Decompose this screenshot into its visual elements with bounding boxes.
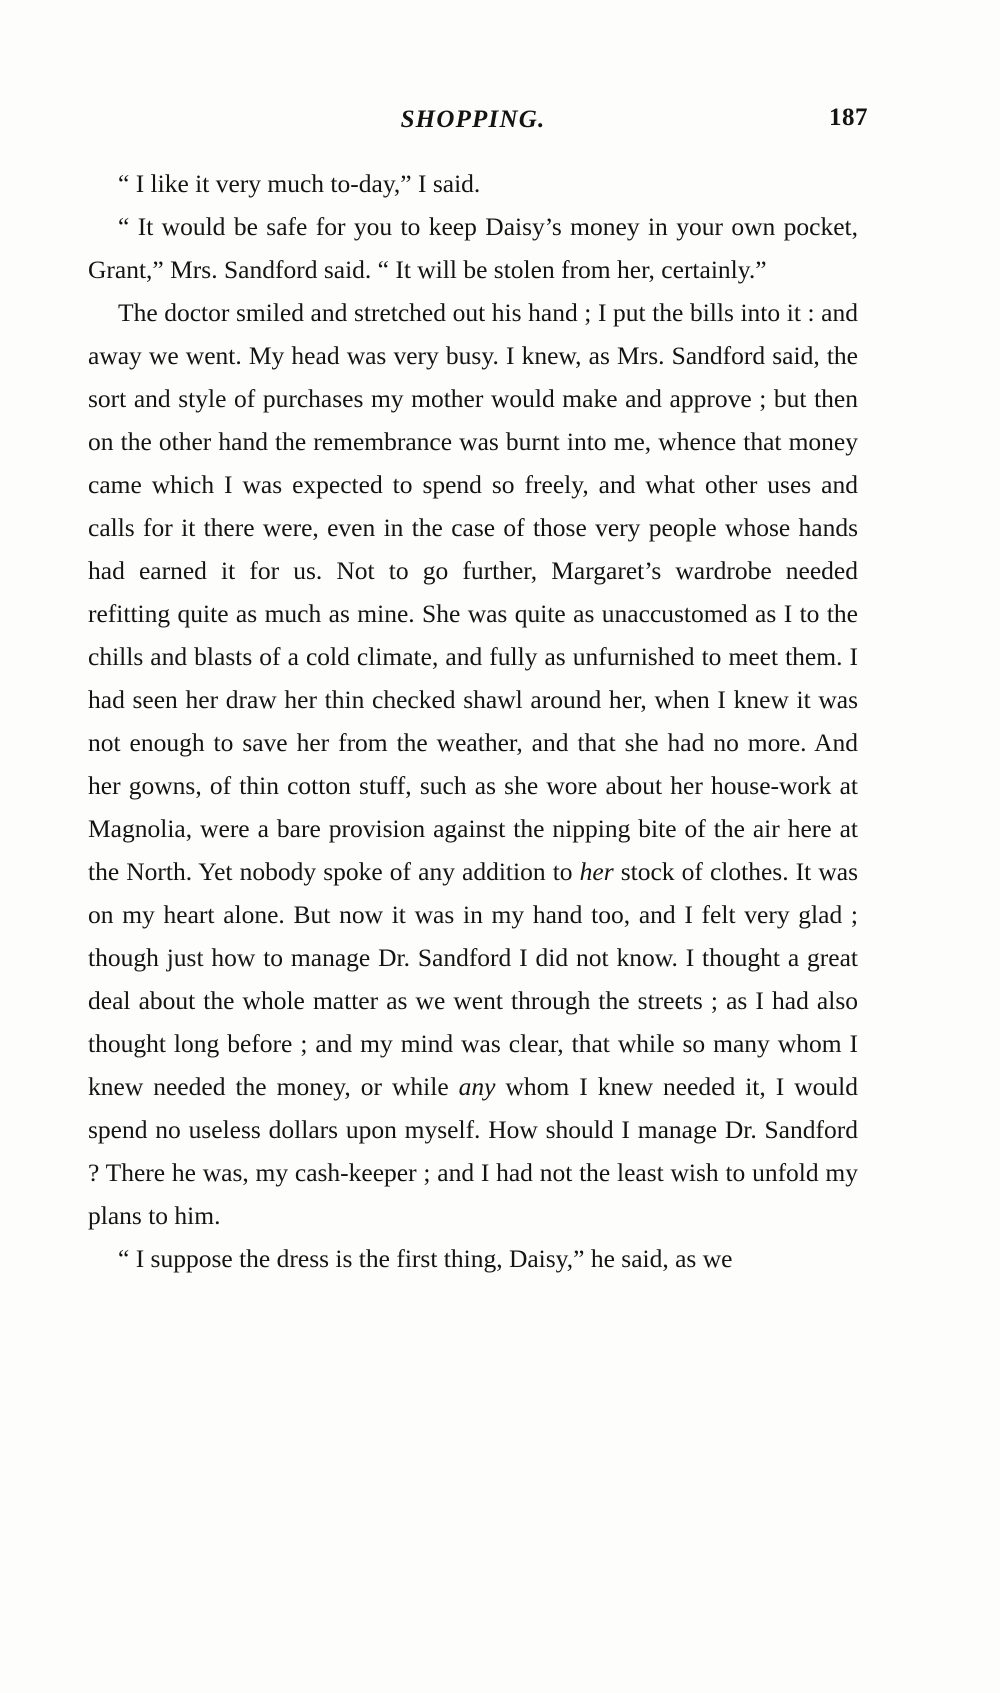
paragraph-1: “ I like it very much to-day,” I said. <box>118 169 481 198</box>
paragraph-2: “ It would be safe for you to keep Daisy’s money in your own pocket, Grant,” Mrs. Sandford said. “ It will be stolen from her, certainly.” <box>88 212 858 284</box>
page-number: 187 <box>829 104 868 131</box>
paragraph-3-part-b: stock of clothes. It was on my heart alone. <box>88 857 858 929</box>
paragraph-4: “ I suppose the dress is the first thing, Daisy,” he said, as we <box>118 1244 733 1273</box>
emphasis-her: her <box>579 857 614 886</box>
emphasis-any: any <box>458 1072 496 1101</box>
paragraph-3 <box>88 291 858 1237</box>
page-content-area <box>88 96 868 1280</box>
running-head: SHOPPING. <box>400 106 546 133</box>
paragraph-3-part-c: But now it was in my hand too, and I felt very glad ; though just how to manage Dr. Sandford I did not know. I thought a great deal about the whole matter as we went through the streets ; as I had also thought long before ; and my mind was clear, that while so many whom I knew needed the money, or while <box>88 900 858 1101</box>
body-text <box>88 162 858 1280</box>
paragraph-3-part-a: The doctor smiled and stretched out his hand ; I put the bills into it : and away we went. My head was very busy. I knew, as Mrs. Sandford said, the sort and style of purchases my mother would make and approve ; but then on the other hand the remembrance was burnt into me, whence that money came which I was expected to spend so freely, and what other uses and calls for it there were, even in the case of those very people whose hands had earned it for us. Not to go further, Margaret’s wardrobe needed refitting quite as much as mine. She was quite as unaccustomed as I to the chills and blasts of a cold climate, and fully as unfurnished to meet them. I had seen her draw her thin checked shawl around her, when I knew it was not enough to save her from the weather, and that she had no more. And her gowns, of thin cotton stuff, such as she wore about her house-work at Magnolia, were a bare provision against the nipping bite of the air here at the North. Yet nobody spoke of any addition to <box>88 298 858 886</box>
paragraph-3-part-d: whom I knew needed it, I would spend no useless dollars upon myself. How should I manage Dr. Sandford ? There he was, my cash-keeper ; and I had not the least wish to unfold my plans to him. <box>88 1072 859 1230</box>
page-header <box>88 96 868 150</box>
